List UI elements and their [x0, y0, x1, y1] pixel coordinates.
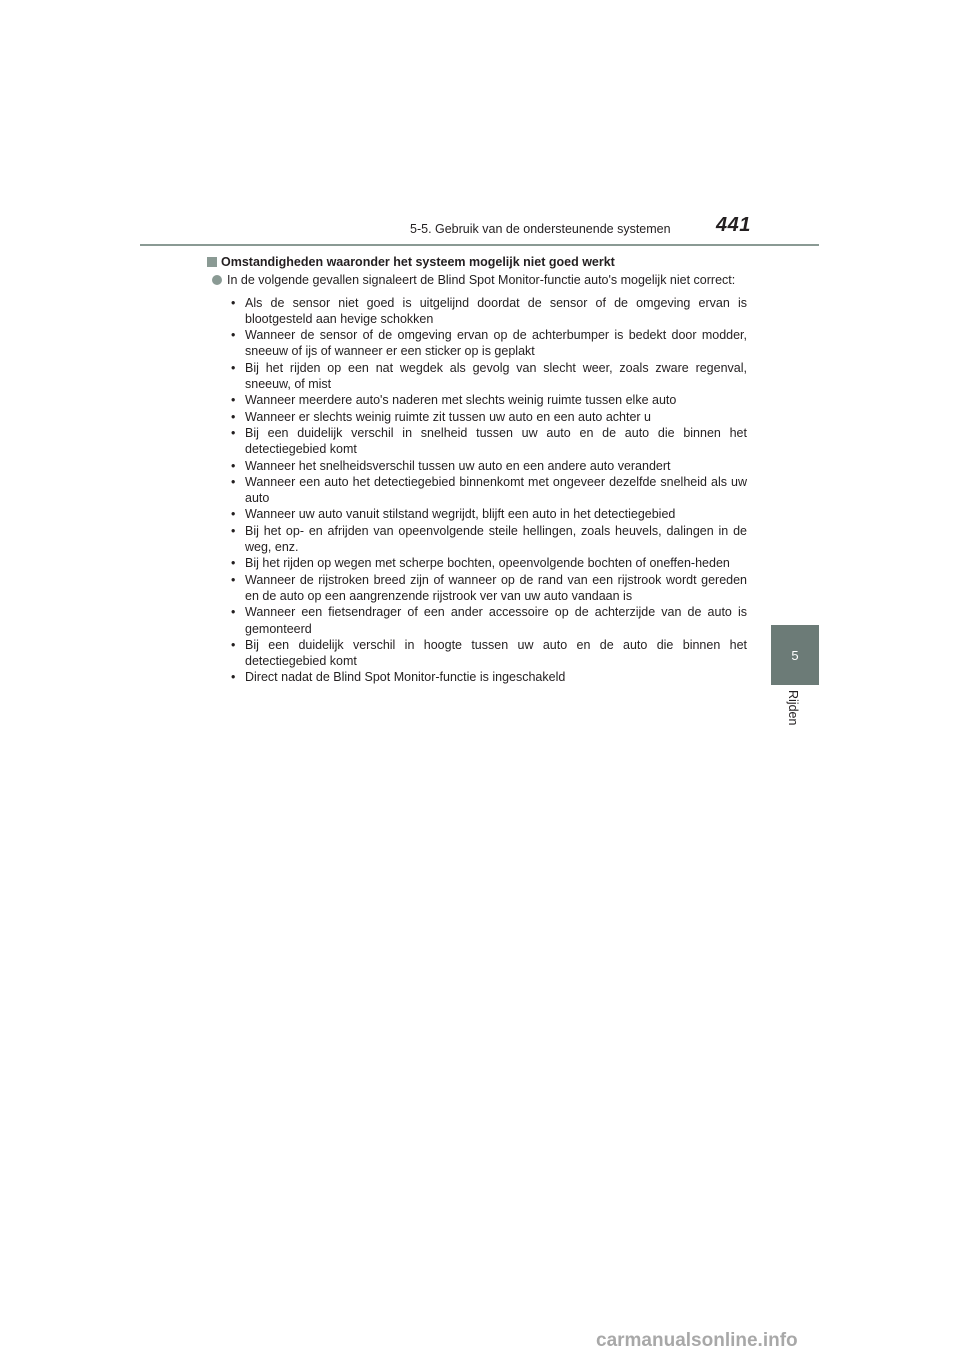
intro-text: In de volgende gevallen signaleert de Blind Spot Monitor-functie auto's mogelijk niet correct:: [227, 273, 736, 288]
conditions-list: [207, 295, 747, 686]
list-item: [231, 637, 747, 670]
bullet-dot-icon: •: [231, 409, 236, 424]
header-divider: [140, 244, 819, 246]
list-item-text: Wanneer meerdere auto's naderen met slechts weinig ruimte tussen elke auto: [245, 393, 677, 408]
list-item-text: Bij het rijden op wegen met scherpe bochten, opeenvolgende bochten of oneffen-heden: [245, 556, 730, 571]
bullet-dot-icon: •: [231, 328, 236, 343]
bullet-dot-icon: •: [231, 458, 236, 473]
bullet-dot-icon: •: [231, 637, 236, 652]
section-heading-text: Omstandigheden waaronder het systeem mogelijk niet goed werkt: [221, 255, 615, 269]
list-item-text: Wanneer de sensor of de omgeving ervan op de achterbumper is bedekt door modder, sneeuw of ijs of wanneer er een sticker op is geplakt: [245, 328, 747, 359]
list-item-text: Wanneer er slechts weinig ruimte zit tussen uw auto en een auto achter u: [245, 409, 652, 424]
bullet-dot-icon: •: [231, 572, 236, 587]
list-item-text: Wanneer het snelheidsverschil tussen uw auto en een andere auto verandert: [245, 458, 671, 473]
list-item: [231, 669, 747, 685]
list-item: [231, 506, 747, 522]
list-item-text: Bij het rijden op een nat wegdek als gevolg van slecht weer, zoals zware regenval, sneeuw, of mist: [245, 360, 747, 392]
list-item: [231, 295, 747, 328]
list-item: [231, 327, 747, 360]
list-item: [231, 360, 747, 393]
watermark-logo: carmanualsonline.info: [596, 1330, 798, 1351]
bullet-dot-icon: •: [231, 605, 236, 620]
list-item-text: Wanneer uw auto vanuit stilstand wegrijdt, blijft een auto in het detectiegebied: [245, 507, 676, 522]
bullet-dot-icon: •: [231, 295, 236, 310]
section-heading: [207, 254, 747, 270]
bullet-dot-icon: •: [231, 507, 236, 522]
list-item-text: Wanneer de rijstroken breed zijn of wanneer op de rand van een rijstrook wordt gereden en de auto op een aangrenzende rijstrook ver van uw auto vandaan is: [245, 572, 747, 603]
list-item-text: Bij een duidelijk verschil in hoogte tussen uw auto en de auto die binnen het detectiegebied komt: [245, 637, 747, 669]
circle-bullet-icon: [212, 275, 222, 285]
list-item: [231, 458, 747, 474]
list-item-text: Bij een duidelijk verschil in snelheid tussen uw auto en de auto die binnen het detectiegebied komt: [245, 425, 747, 457]
bullet-dot-icon: •: [231, 360, 236, 375]
list-item: [231, 392, 747, 408]
square-bullet-icon: [207, 257, 217, 267]
list-item-text: Als de sensor niet goed is uitgelijnd doordat de sensor of de omgeving ervan is blootgesteld aan hevige schokken: [245, 295, 747, 326]
intro-paragraph: [207, 272, 747, 288]
chapter-label: Rijden: [786, 690, 800, 726]
list-item-text: Direct nadat de Blind Spot Monitor-functie is ingeschakeld: [245, 670, 566, 685]
list-item: [231, 555, 747, 571]
bullet-dot-icon: •: [231, 556, 236, 571]
bullet-dot-icon: •: [231, 393, 236, 408]
section-title: 5-5. Gebruik van de ondersteunende systemen: [410, 222, 671, 236]
list-item: [231, 425, 747, 458]
main-content: [207, 254, 747, 686]
bullet-dot-icon: •: [231, 425, 236, 440]
chapter-number: 5: [791, 647, 799, 663]
list-item: [231, 474, 747, 507]
list-item: [231, 523, 747, 556]
bullet-dot-icon: •: [231, 670, 236, 685]
bullet-dot-icon: •: [231, 523, 236, 538]
list-item: [231, 604, 747, 637]
list-item: [231, 409, 747, 425]
page-number: 441: [716, 214, 751, 236]
chapter-tab: [771, 625, 819, 685]
list-item-text: Bij het op- en afrijden van opeenvolgende steile hellingen, zoals heuvels, dalingen in de weg, enz.: [245, 523, 747, 555]
list-item-text: Wanneer een fietsendrager of een ander accessoire op de achterzijde van de auto is gemonteerd: [245, 605, 747, 636]
bullet-dot-icon: •: [231, 474, 236, 489]
list-item: [231, 572, 747, 605]
list-item-text: Wanneer een auto het detectiegebied binnenkomt met ongeveer dezelfde snelheid als uw auto: [245, 474, 747, 506]
